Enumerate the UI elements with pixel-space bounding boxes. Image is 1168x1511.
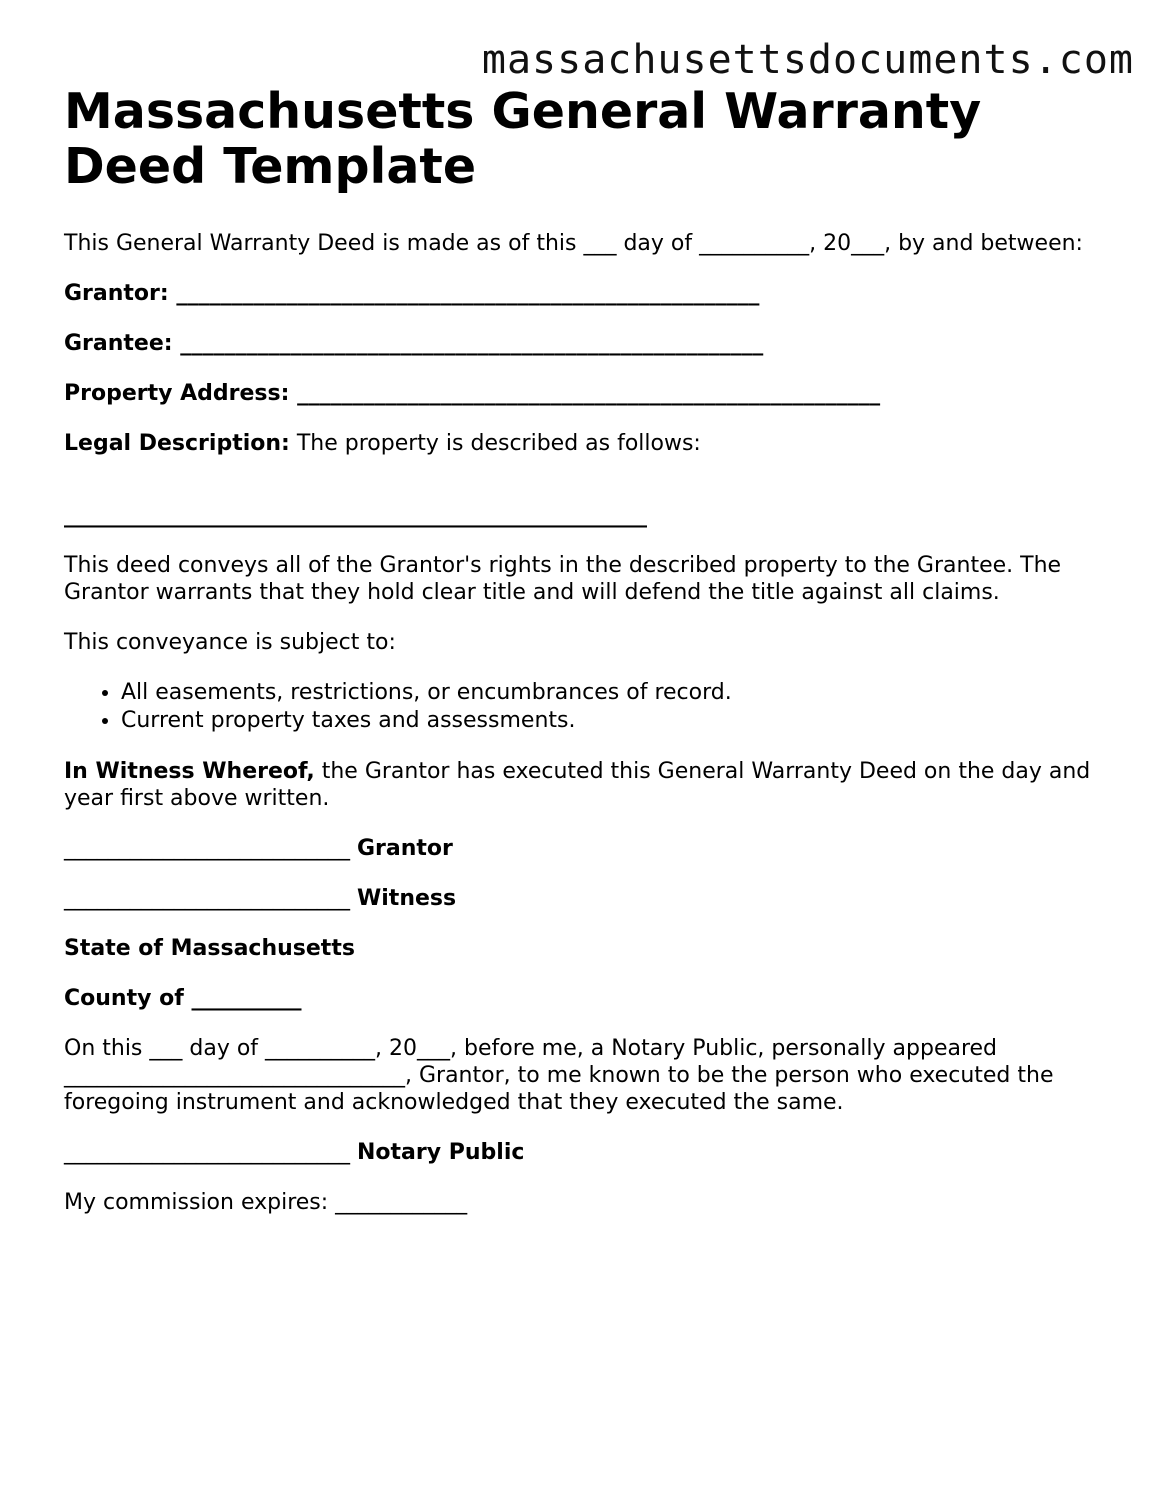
grantee-field — [64, 330, 1114, 357]
notary-signature-blank: __________________________ — [64, 1140, 350, 1165]
grantor-field — [64, 280, 1114, 307]
notary-paragraph: On this ___ day of __________, 20___, before me, a Notary Public, personally appeared _______________________________, Grantor, to me known to be the person who executed the foregoing instrument and acknowledged that they executed the same. — [64, 1036, 1054, 1115]
notary-signature-line — [64, 1139, 1114, 1166]
conditions-list — [64, 679, 1114, 735]
grantee-blank: _____________________________________________________ — [180, 331, 764, 356]
document-body — [64, 84, 1114, 1239]
witness-whereof-label: In Witness Whereof, — [64, 759, 315, 784]
state-heading: State of Massachusetts — [64, 936, 355, 961]
property-address-label: Property Address: — [64, 381, 290, 406]
watermark: massachusettsdocuments.com — [481, 37, 1134, 83]
notary-signature-label: Notary Public — [357, 1140, 525, 1165]
commission-expires: My commission expires: ____________ — [64, 1190, 468, 1215]
witness-signature-blank: __________________________ — [64, 886, 350, 911]
county-heading: County of __________ — [64, 986, 302, 1011]
property-address-field — [64, 380, 1114, 407]
conveys-paragraph: This deed conveys all of the Grantor's rights in the described property to the Grantee. The Grantor warrants that they hold clear title and will defend the title against all claims. — [64, 553, 1062, 605]
grantee-label: Grantee: — [64, 331, 173, 356]
grantor-blank: _____________________________________________________ — [176, 281, 760, 306]
property-address-blank: _____________________________________________________ — [297, 381, 881, 406]
document-title: Massachusetts General Warranty Deed Template — [64, 83, 982, 195]
witness-signature-line — [64, 885, 1114, 912]
witness-signature-label: Witness — [357, 886, 457, 911]
grantor-signature-label: Grantor — [357, 836, 453, 861]
list-item: • Current property taxes and assessments. — [121, 707, 1114, 735]
legal-description-text: The property is described as follows: — [296, 431, 701, 456]
legal-description-label: Legal Description: — [64, 431, 290, 456]
grantor-label: Grantor: — [64, 281, 169, 306]
subject-to-paragraph: This conveyance is subject to: — [64, 630, 396, 655]
witness-whereof-paragraph — [64, 758, 1114, 812]
witness-whereof-text: the Grantor has executed this General Warranty Deed on the day and year first above written. — [64, 759, 1091, 811]
grantor-signature-line — [64, 835, 1114, 862]
intro-paragraph: This General Warranty Deed is made as of this ___ day of __________, 20___, by and between: — [64, 231, 1083, 256]
list-item: • All easements, restrictions, or encumbrances of record. — [121, 679, 1114, 707]
legal-description-field — [64, 430, 1114, 457]
legal-description-blank: _____________________________________________________ — [64, 503, 647, 528]
grantor-signature-blank: __________________________ — [64, 836, 350, 861]
